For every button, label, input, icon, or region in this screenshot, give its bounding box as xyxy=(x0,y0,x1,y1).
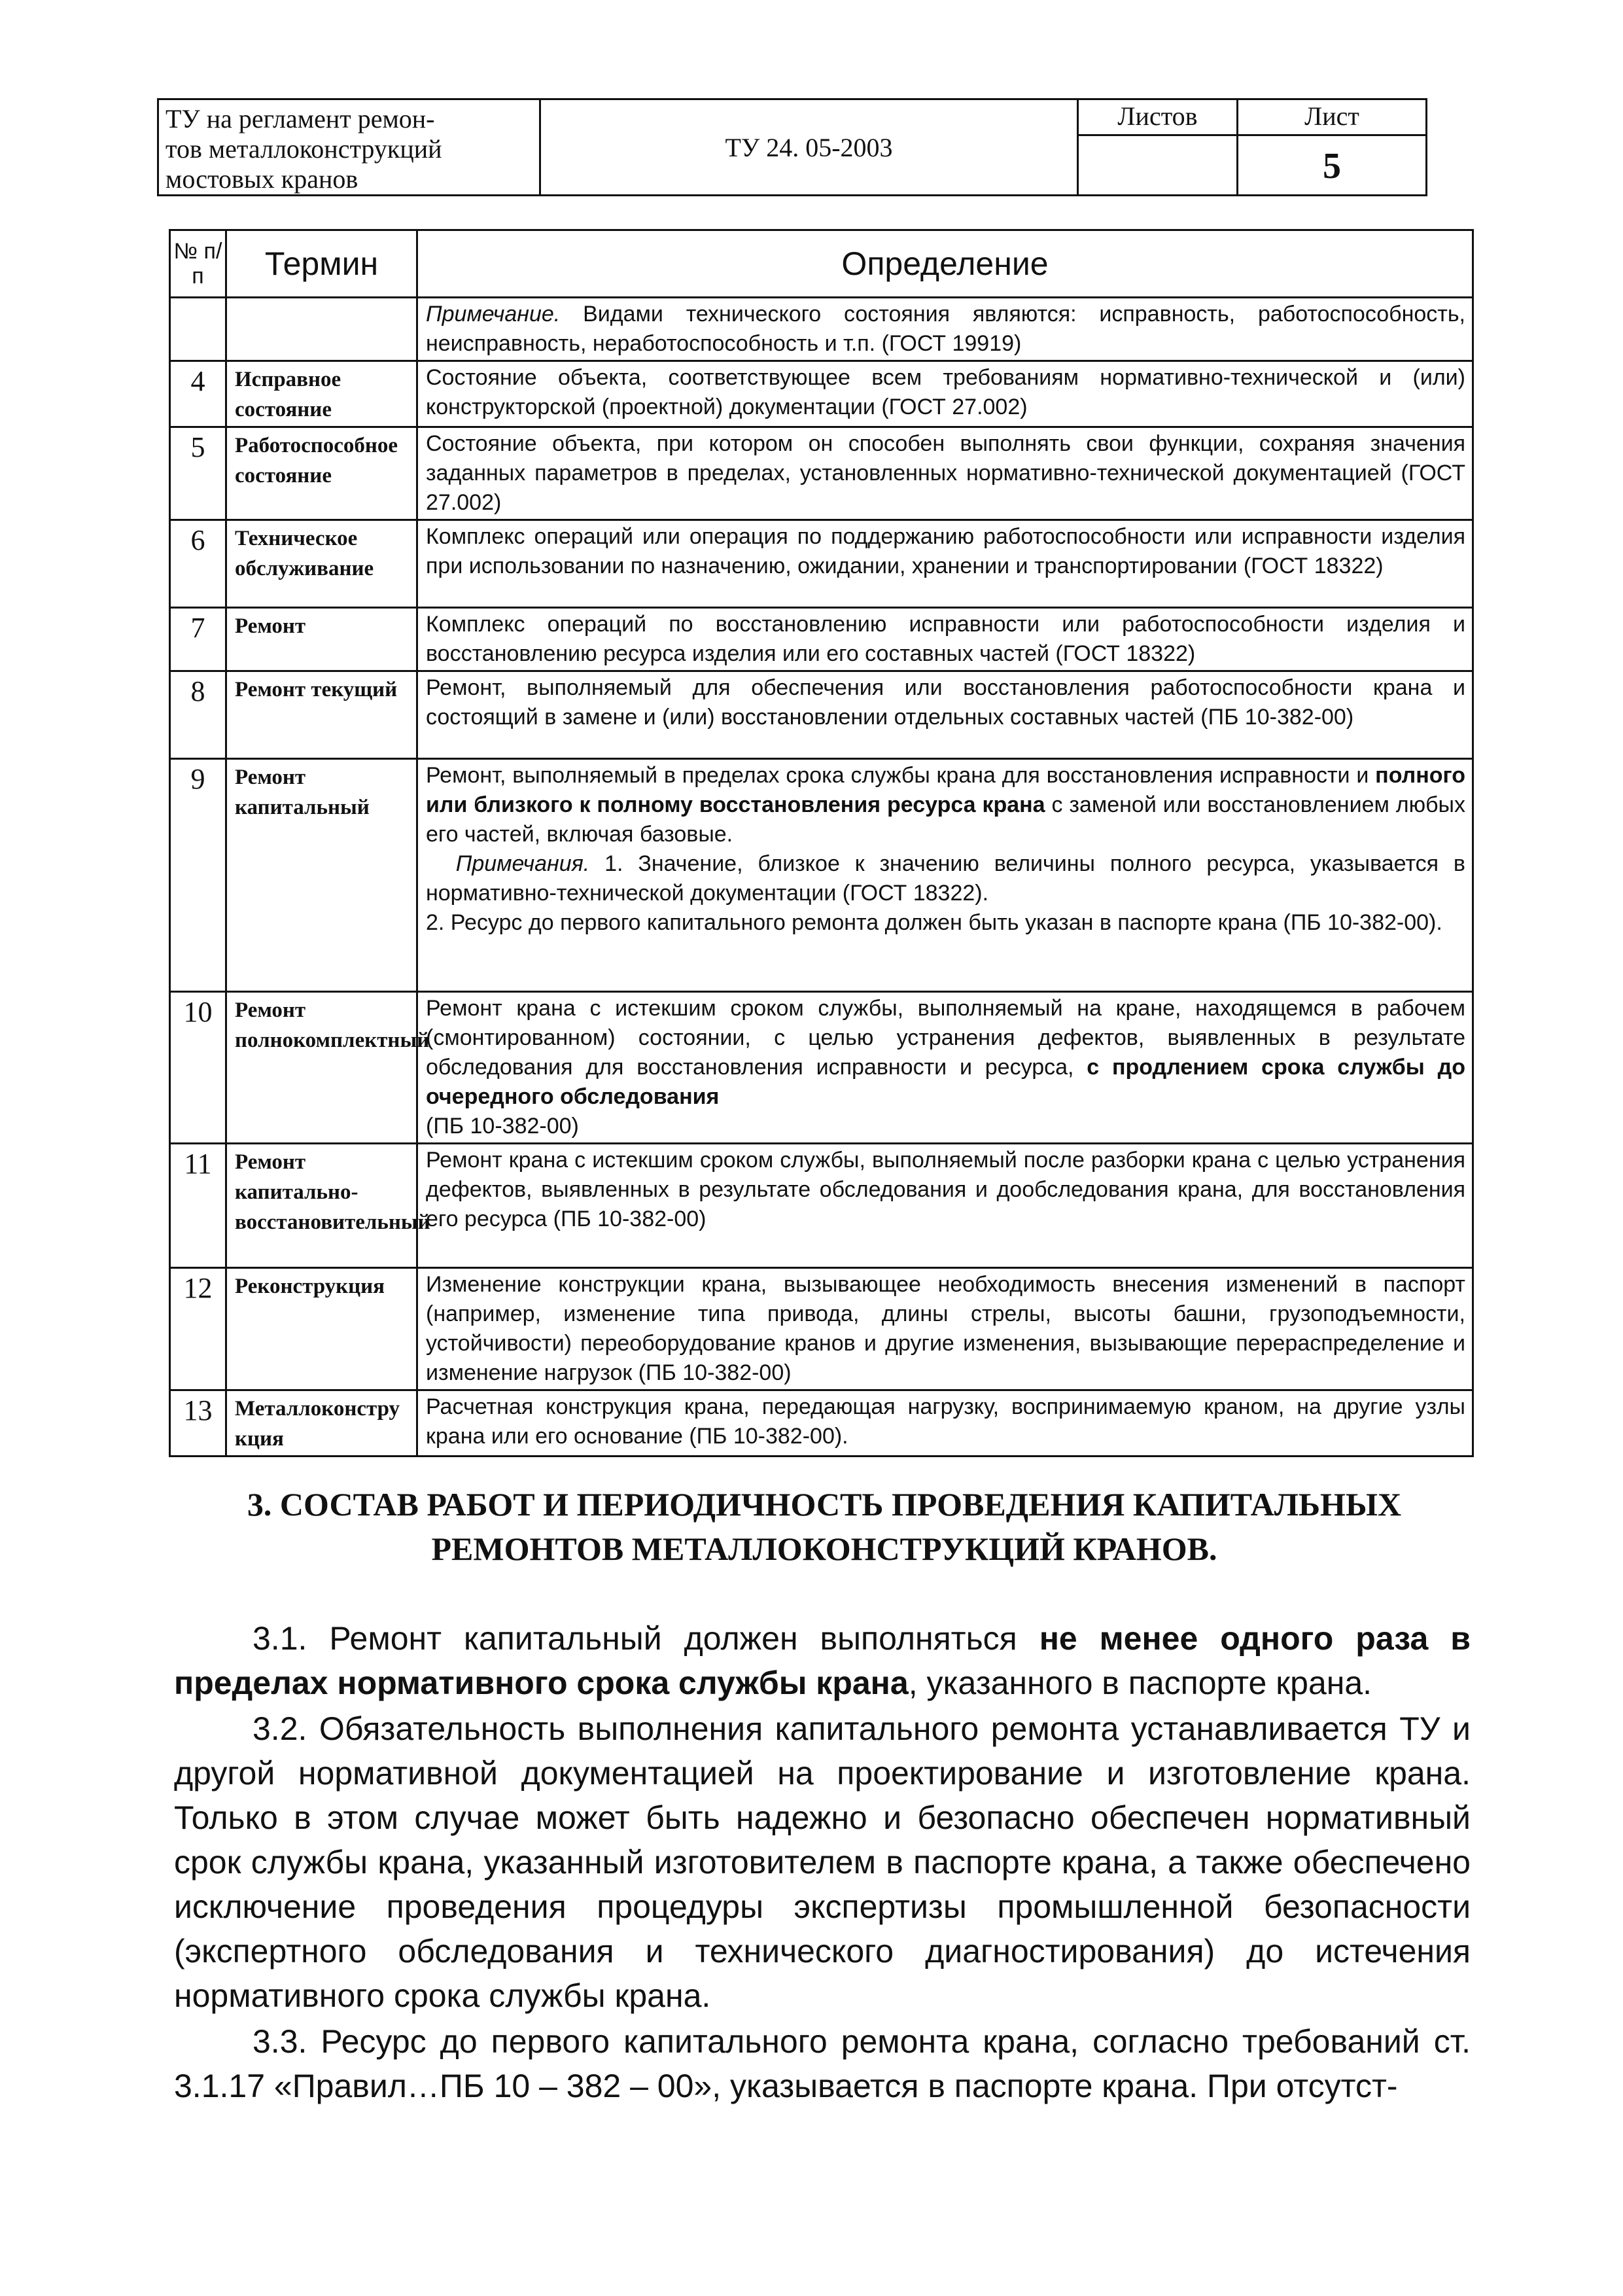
term-definition: Комплекс операций по восстановлению исправности или работоспособности изделия и восстановлению ресурса изделия или его составных частей (ГОСТ 18322) xyxy=(417,608,1473,671)
term-definition: Комплекс операций или операция по поддержанию работоспособности или исправности изделия при использовании по назначению, ожидании, хранении и транспортировании (ГОСТ 18322) xyxy=(417,520,1473,608)
term-name: Ремонт капитальный xyxy=(226,759,417,992)
row-number: 4 xyxy=(170,361,226,427)
row-number: 5 xyxy=(170,427,226,520)
column-header-definition: Определение xyxy=(417,230,1473,298)
row-number: 12 xyxy=(170,1268,226,1390)
table-header-row xyxy=(170,230,1473,298)
term-definition: Ремонт крана с истекшим сроком службы, выполняемый после разборки крана с целью устранения дефектов, выявленных в результате обследования и дообследования крана, для восстановления его ресурса (ПБ 10-382-00) xyxy=(417,1144,1473,1268)
table-row xyxy=(170,671,1473,759)
term-definition: Ремонт, выполняемый для обеспечения или восстановления работоспособности крана и состоящий в замене и (или) восстановлении отдельных составных частей (ПБ 10-382-00) xyxy=(417,671,1473,759)
doc-title-line: тов металлоконструкций xyxy=(166,134,442,164)
row-number: 13 xyxy=(170,1390,226,1457)
row-number: 7 xyxy=(170,608,226,671)
row-number: 6 xyxy=(170,520,226,608)
sheets-count-cell xyxy=(1079,100,1238,194)
doc-title xyxy=(159,100,541,194)
paragraph: 3.2. Обязательность выполнения капитального ремонта устанавливается ТУ и другой нормативной документацией на проектирование и изготовление крана. Только в этом случае может быть надежно и безопасно обеспечен нормативный срок службы крана, указанный изготовителем в паспорте крана, а также обеспечено исключение проведения процедуры экспертизы промышленной безопасности (экспертного обследования и технического диагностирования) до истечения нормативного срока службы крана. xyxy=(174,1710,1471,2014)
term-definition: Ремонт крана с истекшим сроком службы, выполняемый на кране, находящемся в рабочем (смонтированном) состоянии, с целью устранения дефектов, выявленных в результате обследования для восстановления исправности и ресурса, с продлением срока службы до очередного обследования (ПБ 10-382-00) xyxy=(417,992,1473,1144)
term-definition: Изменение конструкции крана, вызывающее необходимость внесения изменений в паспорт (например, изменение типа привода, длины стрелы, высоты башни, грузоподъемности, устойчивости) переоборудование кранов и другие изменения, вызывающие перераспределение и изменение нагрузок (ПБ 10-382-00) xyxy=(417,1268,1473,1390)
term-definition: Расчетная конструкция крана, передающая нагрузку, воспринимаемую краном, на другие узлы крана или его основание (ПБ 10-382-00). xyxy=(417,1390,1473,1457)
section-body xyxy=(174,1616,1471,2110)
row-number: 8 xyxy=(170,671,226,759)
table-row xyxy=(170,427,1473,520)
row-number: 9 xyxy=(170,759,226,992)
paragraph: 3.1. Ремонт капитальный должен выполняться не менее одного раза в пределах нормативного срока службы крана, указанного в паспорте крана. xyxy=(174,1620,1471,1701)
sheet-label: Лист xyxy=(1238,100,1425,136)
term-name: Реконструкция xyxy=(226,1268,417,1390)
note-cell xyxy=(417,298,1473,361)
term-definition: Ремонт, выполняемый в пределах срока службы крана для восстановления исправности и полного или близкого к полному восстановления ресурса крана с заменой или восстановлением любых его частей, включая базовые. Примечания. 1. Значение, близкое к значению величины полного ресурса, указывается в нормативно-технической документации (ГОСТ 18322). 2. Ресурс до первого капитального ремонта должен быть указан в паспорте крана (ПБ 10-382-00). xyxy=(417,759,1473,992)
term-name: Ремонт текущий xyxy=(226,671,417,759)
sheet-number-cell xyxy=(1238,100,1425,194)
column-header-term: Термин xyxy=(226,230,417,298)
term-name: Ремонт капитально-восстановительный xyxy=(226,1144,417,1268)
term-name: Ремонт полнокомплектный xyxy=(226,992,417,1144)
section-heading: 3. СОСТАВ РАБОТ И ПЕРИОДИЧНОСТЬ ПРОВЕДЕНИЯ КАПИТАЛЬНЫХ РЕМОНТОВ МЕТАЛЛОКОНСТРУКЦИЙ КРАНОВ. xyxy=(247,1486,1402,1567)
note-label: Примечание. xyxy=(426,302,561,327)
table-row xyxy=(170,1390,1473,1457)
sheet-number: 5 xyxy=(1323,146,1341,186)
table-row xyxy=(170,1144,1473,1268)
table-row xyxy=(170,520,1473,608)
term-name: Техническое обслуживание xyxy=(226,520,417,608)
table-row xyxy=(170,1268,1473,1390)
term-name: Работоспособное состояние xyxy=(226,427,417,520)
table-row xyxy=(170,361,1473,427)
table-row xyxy=(170,759,1473,992)
paragraph: 3.3. Ресурс до первого капитального ремонта крана, согласно требований ст. 3.1.17 «Правил…ПБ 10 – 382 – 00», указывается в паспорте крана. При отсутст- xyxy=(174,2023,1471,2104)
document-header xyxy=(157,98,1427,196)
table-row xyxy=(170,608,1473,671)
terms-table xyxy=(169,229,1474,1457)
doc-code: ТУ 24. 05-2003 xyxy=(541,100,1079,194)
term-definition: Состояние объекта, при котором он способен выполнять свои функции, сохраняя значения заданных параметров в пределах, установленных нормативно-технической документацией (ГОСТ 27.002) xyxy=(417,427,1473,520)
table-row xyxy=(170,298,1473,361)
sheets-label: Листов xyxy=(1079,100,1236,136)
column-header-number: № п/п xyxy=(170,230,226,298)
note-label: Примечания. xyxy=(455,851,590,876)
row-number: 11 xyxy=(170,1144,226,1268)
row-number: 10 xyxy=(170,992,226,1144)
term-definition: Состояние объекта, соответствующее всем требованиям нормативно-технической и (или) конструкторской (проектной) документации (ГОСТ 27.002) xyxy=(417,361,1473,427)
note-text: Видами технического состояния являются: исправность, работоспособность, неисправность, неработоспособность и т.п. (ГОСТ 19919) xyxy=(426,302,1465,356)
doc-title-line: мостовых кранов xyxy=(166,164,358,194)
term-name: Металлоконструкция xyxy=(226,1390,417,1457)
doc-title-line: ТУ на регламент ремон- xyxy=(166,104,435,133)
term-name: Исправное состояние xyxy=(226,361,417,427)
term-name: Ремонт xyxy=(226,608,417,671)
table-row xyxy=(170,992,1473,1144)
